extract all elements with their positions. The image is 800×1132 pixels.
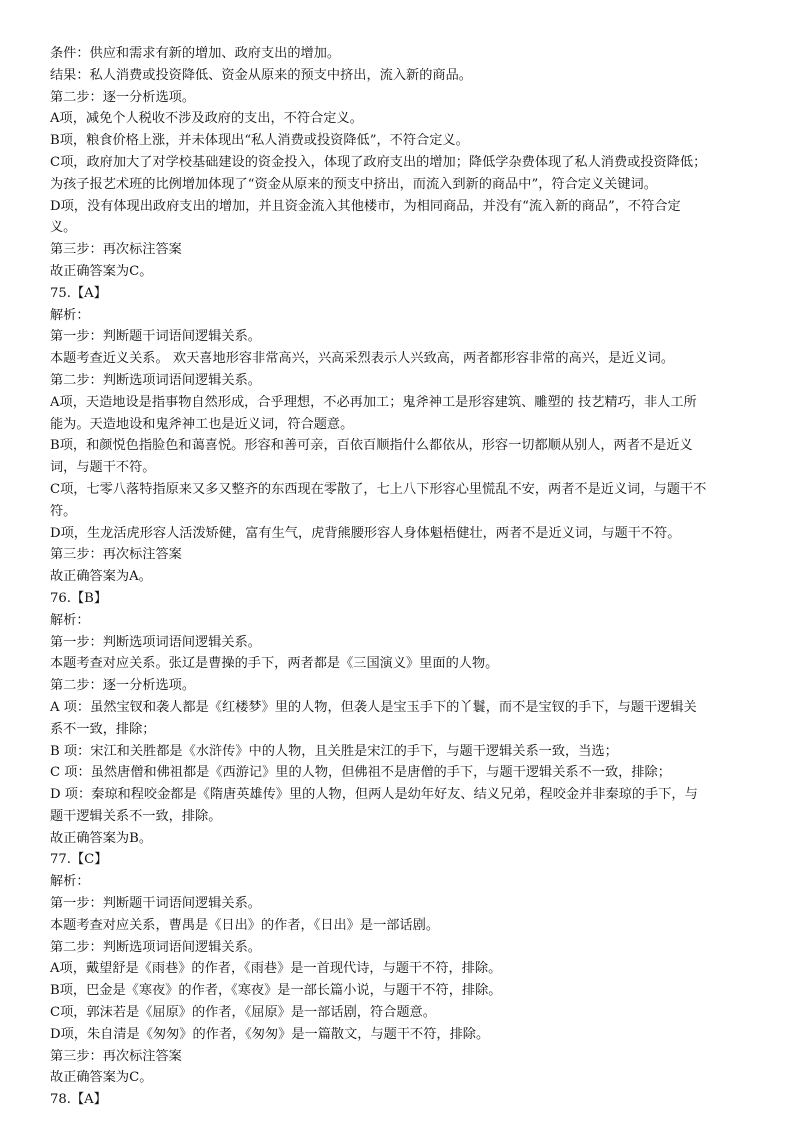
question-number: 78.【A】	[50, 1092, 107, 1108]
text-line: 符。	[50, 503, 77, 519]
text-line: C项，政府加大了对学校基础建设的资金投入，体现了政府支出的增加；降低学杂费体现了私人消费或投资降低；	[50, 154, 707, 170]
text-line: 词，与题干不符。	[50, 460, 156, 476]
text-line: A项，戴望舒是《雨巷》的作者，《雨巷》是一首现代诗，与题干不符，排除。	[50, 961, 502, 977]
text-line: 第二步：逐一分析选项。	[50, 89, 196, 105]
text-line: C 项：虽然唐僧和佛祖都是《西游记》里的人物，但佛祖不是唐僧的手下，与题干逻辑关系不一致，排除；	[50, 765, 671, 781]
text-line: 条件：供应和需求有新的增加、政府支出的增加。	[50, 46, 341, 61]
text-line: 第二步：判断选项词语间逻辑关系。	[50, 372, 261, 388]
text-line: A项，天造地设是指事物自然形成，合乎理想，不必再加工；鬼斧神工是形容建筑、雕塑的 技艺精巧，非人工所	[50, 394, 697, 410]
text-line: 故正确答案为B。	[50, 830, 153, 846]
text-line: 为孩子报艺术班的比例增加体现了“资金从原来的预支中挤出，而流入到新的商品中”，符合定义关键词。	[50, 176, 657, 192]
text-line: 故正确答案为C。	[50, 263, 153, 279]
text-line: 第三步：再次标注答案	[50, 242, 182, 258]
text-line: D项，生龙活虎形容人活泼矫健，富有生气，虎背熊腰形容人身体魁梧健壮，两者不是近义词，与题干不符。	[50, 525, 681, 541]
text-line: 解析：	[50, 612, 90, 628]
text-line: 解析：	[50, 307, 90, 323]
text-line: 第三步：再次标注答案	[50, 1048, 182, 1064]
text-line: 结果：私人消费或投资降低、资金从原来的预支中挤出，流入新的商品。	[50, 67, 472, 83]
text-line: B 项：宋江和关胜都是《水浒传》中的人物，且关胜是宋江的手下，与题干逻辑关系一致，当选；	[50, 743, 618, 759]
text-line: 第二步：逐一分析选项。	[50, 678, 196, 694]
text-line: 题干逻辑关系不一致，排除。	[50, 808, 222, 824]
text-line: D 项：秦琼和程咬金都是《隋唐英雄传》里的人物，但两人是幼年好友、结义兄弟，程咬金并非秦琼的手下，与	[50, 787, 698, 803]
question-number: 77.【C】	[50, 852, 108, 868]
text-line: 故正确答案为A。	[50, 569, 152, 585]
text-line: B项，和颜悦色指脸色和蔼喜悦。形容和善可亲，百依百顺指什么都依从，形容一切都顺从别人，两者不是近义	[50, 438, 693, 454]
text-line: 能为。天造地设和鬼斧神工也是近义词，符合题意。	[50, 416, 354, 432]
text-line: 第三步：再次标注答案	[50, 547, 182, 563]
text-line: A项，减免个人税收不涉及政府的支出，不符合定义。	[50, 111, 363, 127]
text-line: 本题考查近义关系。 欢天喜地形容非常高兴，兴高采烈表示人兴致高，两者都形容非常的高兴，是近义词。	[50, 351, 675, 367]
text-line: 第一步：判断选项词语间逻辑关系。	[50, 634, 261, 650]
text-line: 系不一致，排除；	[50, 721, 156, 737]
text-line: 解析：	[50, 874, 90, 890]
question-number: 75.【A】	[50, 285, 107, 301]
text-line: 义。	[50, 220, 77, 236]
text-line: B项，巴金是《寒夜》的作者，《寒夜》是一部长篇小说，与题干不符，排除。	[50, 983, 502, 999]
text-line: C项，郭沫若是《屈原》的作者，《屈原》是一部话剧，符合题意。	[50, 1005, 436, 1021]
text-line: 本题考查对应关系，曹禺是《日出》的作者，《日出》是一部话剧。	[50, 917, 440, 933]
text-line: A 项：虽然宝钗和袭人都是《红楼梦》里的人物，但袭人是宝玉手下的丫鬟，而不是宝钗的手下，与题干逻辑关	[50, 699, 697, 715]
text-line: D项，没有体现出政府支出的增加，并且资金流入其他楼市，为相同商品，并没有“流入新的商品”，不符合定	[50, 198, 681, 214]
text-line: 第一步：判断题干词语间逻辑关系。	[50, 896, 261, 912]
question-number: 76.【B】	[50, 590, 108, 606]
text-line: 第一步：判断题干词语间逻辑关系。	[50, 329, 261, 345]
text-line: B项，粮食价格上涨，并未体现出“私人消费或投资降低”，不符合定义。	[50, 133, 469, 149]
text-line: 本题考查对应关系。张辽是曹操的手下，两者都是《三国演义》里面的人物。	[50, 656, 499, 672]
text-line: C项，七零八落特指原来又多又整齐的东西现在零散了，七上八下形容心里慌乱不安，两者不是近义词，与题干不	[50, 481, 707, 497]
text-line: D项，朱自清是《匆匆》的作者，《匆匆》是一篇散文，与题干不符，排除。	[50, 1026, 490, 1042]
text-line: 第二步：判断选项词语间逻辑关系。	[50, 939, 261, 955]
text-line: 故正确答案为C。	[50, 1070, 153, 1086]
